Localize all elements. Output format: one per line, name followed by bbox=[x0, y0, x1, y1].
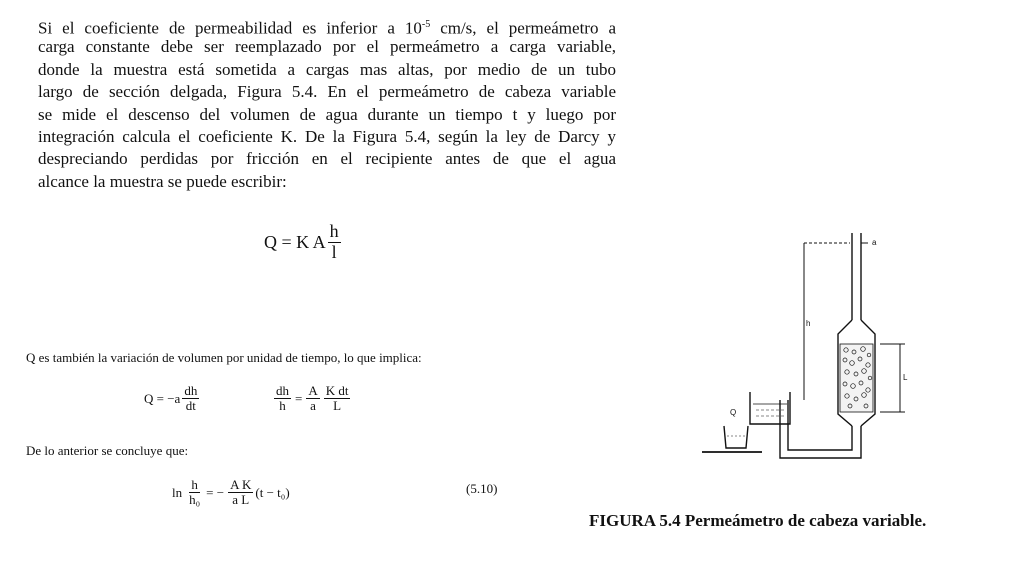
eq4-fraction-2 bbox=[228, 478, 253, 508]
paragraph-line-6: integración calcula el coeficiente K. De la Figura 5.4, según la ley de Darcy y bbox=[38, 126, 616, 146]
sentence-volume-variation: Q es también la variación de volumen por unidad de tiempo, lo que implica: bbox=[26, 350, 422, 365]
eq3-num3: K dt bbox=[325, 383, 349, 398]
paragraph-line-1: Si el coeficiente de permeabilidad es inferior a $10^{-5}$ cm/s, el permeámetro a bbox=[38, 18, 616, 38]
eq2-num: dh bbox=[184, 383, 198, 398]
eq3-num2: A bbox=[308, 383, 318, 398]
eq3-fraction-2 bbox=[306, 384, 319, 414]
eq1-num: h bbox=[329, 221, 339, 241]
eq1-fraction bbox=[328, 222, 341, 263]
eq4-tail: (t − t₀) bbox=[255, 484, 290, 500]
eq3-fraction-3 bbox=[324, 384, 351, 414]
eq3-fraction-1 bbox=[274, 384, 291, 414]
paragraph-line-8: alcance la muestra se puede escribir: bbox=[38, 171, 287, 191]
paragraph-line-5: se mide el descenso del volumen de agua durante un tiempo t y luego por bbox=[38, 104, 616, 124]
eq1-den: l bbox=[331, 241, 337, 262]
equation-darcy bbox=[264, 222, 343, 263]
eq4-fraction-1 bbox=[187, 478, 202, 508]
intro-paragraph bbox=[38, 14, 616, 193]
eq2-den: dt bbox=[185, 398, 196, 414]
label-h: h bbox=[806, 319, 811, 328]
eq4-ln: ln bbox=[172, 484, 183, 500]
equation-separated bbox=[272, 384, 352, 414]
paragraph-line-2: carga constante debe ser reemplazado por el permeámetro a carga variable, bbox=[38, 37, 616, 57]
label-Q: Q bbox=[730, 408, 737, 417]
eq3-den2: a bbox=[310, 398, 316, 414]
eq1-lhs: Q = K A bbox=[264, 231, 326, 252]
permeameter-diagram bbox=[700, 228, 920, 468]
paragraph-line-3: donde la muestra está sometida a cargas mas altas, por medio de un tubo bbox=[38, 59, 616, 79]
paragraph-line-7: despreciando perdidas por fricción en el recipiente antes de que el agua bbox=[38, 149, 616, 169]
equation-5-10 bbox=[172, 478, 290, 508]
eq3-den3: L bbox=[333, 398, 342, 414]
outflow-beaker bbox=[724, 426, 748, 448]
exponent: -5 bbox=[421, 19, 431, 30]
eq3-equals: = bbox=[295, 390, 303, 406]
paragraph-line-4: largo de sección delgada, Figura 5.4. En el permeámetro de cabeza variable bbox=[38, 82, 616, 102]
eq2-lhs: Q = −a bbox=[144, 390, 181, 406]
eq4-equals: = − bbox=[206, 484, 225, 500]
equation-number: (5.10) bbox=[466, 481, 498, 496]
label-a: a bbox=[872, 238, 877, 247]
eq2-fraction bbox=[182, 384, 199, 414]
figure-caption: FIGURA 5.4 Permeámetro de cabeza variable. bbox=[589, 511, 927, 530]
eq4-num1: h bbox=[191, 477, 198, 492]
eq4-den2: a L bbox=[232, 492, 250, 508]
eq3-den1: h bbox=[279, 398, 286, 414]
equation-flow-rate bbox=[144, 384, 201, 414]
eq4-num2: A K bbox=[230, 477, 252, 492]
reservoir-tank bbox=[750, 392, 790, 424]
eq3-num1: dh bbox=[276, 383, 289, 398]
label-L: L bbox=[903, 373, 908, 382]
eq4-den1: h₀ bbox=[189, 492, 201, 508]
sentence-conclusion: De lo anterior se concluye que: bbox=[26, 443, 189, 458]
